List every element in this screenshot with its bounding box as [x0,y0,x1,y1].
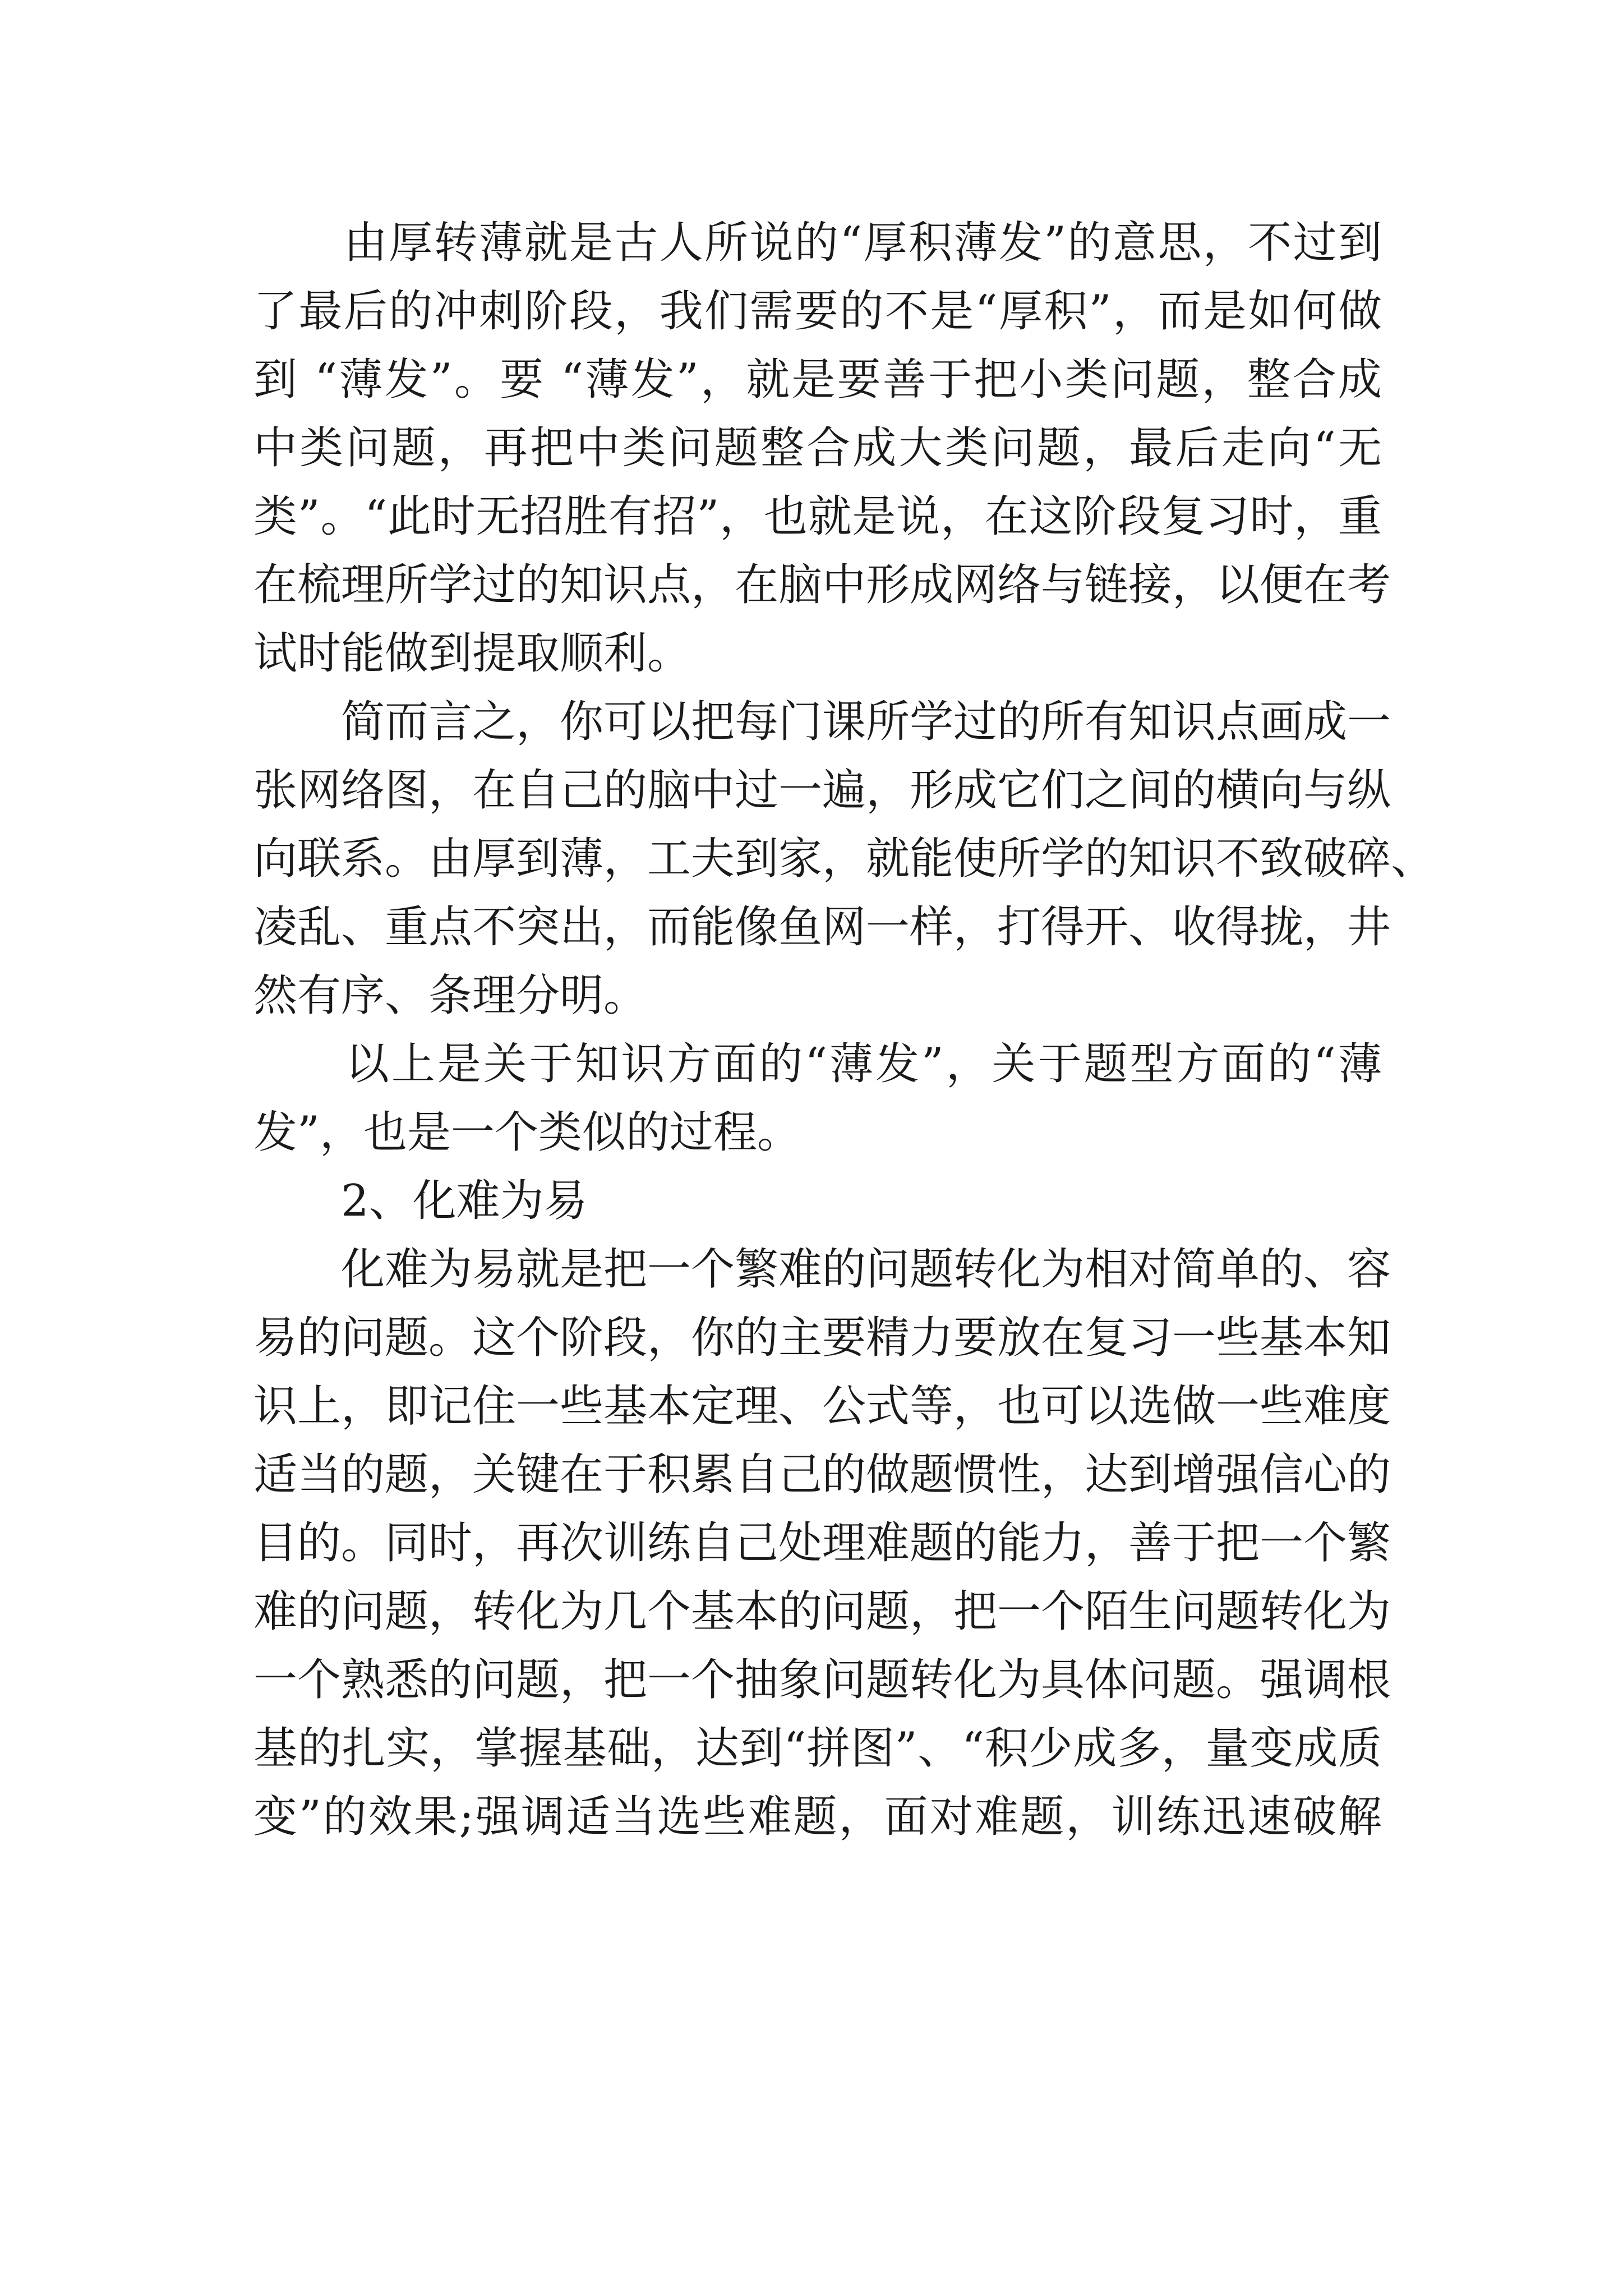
text-line: 中类问题，再把中类问题整合成大类问题，最后走向“无 [253,423,1382,473]
text-line: 在梳理所学过的知识点，在脑中形成网络与链接，以便在考 [253,560,1391,610]
text-line: 以上是关于知识方面的“薄发”，关于题型方面的“薄 [253,1039,1382,1089]
section-heading: 2、化难为易 [253,1176,588,1226]
text-line: 向联系。由厚到薄，工夫到家，就能使所学的知识不致破碎、 [253,834,1435,884]
text-line: 化难为易就是把一个繁难的问题转化为相对简单的、容 [253,1244,1391,1295]
text-line: 目的。同时，再次训练自己处理难题的能力，善于把一个繁 [253,1518,1391,1568]
text-line: 试时能做到提取顺利。 [253,628,691,679]
text-line: 张网络图，在自己的脑中过一遍，形成它们之间的横向与纵 [253,765,1391,816]
text-line: 然有序、条理分明。 [253,970,648,1021]
document-body [253,209,1435,1851]
text-line: 简而言之，你可以把每门课所学过的所有知识点画成一 [253,697,1391,747]
text-line: 基的扎实，掌握基础，达到“拼图”、“积少成多，量变成质 [253,1723,1382,1774]
text-line: 了最后的冲刺阶段，我们需要的不是“厚积”，而是如何做 [253,286,1382,337]
text-line: 类”。“此时无招胜有招”，也就是说，在这阶段复习时，重 [253,491,1382,542]
text-line: 变”的效果;强调适当选些难题，面对难题，训练迅速破解 [253,1792,1382,1842]
text-line: 凌乱、重点不突出，而能像鱼网一样，打得开、收得拢，井 [253,902,1391,953]
text-line: 难的问题，转化为几个基本的问题，把一个陌生问题转化为 [253,1586,1391,1637]
text-line: 发”，也是一个类似的过程。 [253,1107,801,1158]
text-line: 易的问题。这个阶段，你的主要精力要放在复习一些基本知 [253,1313,1391,1363]
text-line: 由厚转薄就是古人所说的“厚积薄发”的意思，不过到 [253,218,1382,268]
text-line: 适当的题，关键在于积累自己的做题惯性，达到增强信心的 [253,1450,1391,1500]
text-line: 一个熟悉的问题，把一个抽象问题转化为具体问题。强调根 [253,1655,1391,1705]
text-line: 到 “薄发”。要 “薄发”，就是要善于把小类问题，整合成 [253,355,1382,405]
text-line: 识上，即记住一些基本定理、公式等，也可以选做一些难度 [253,1381,1391,1432]
